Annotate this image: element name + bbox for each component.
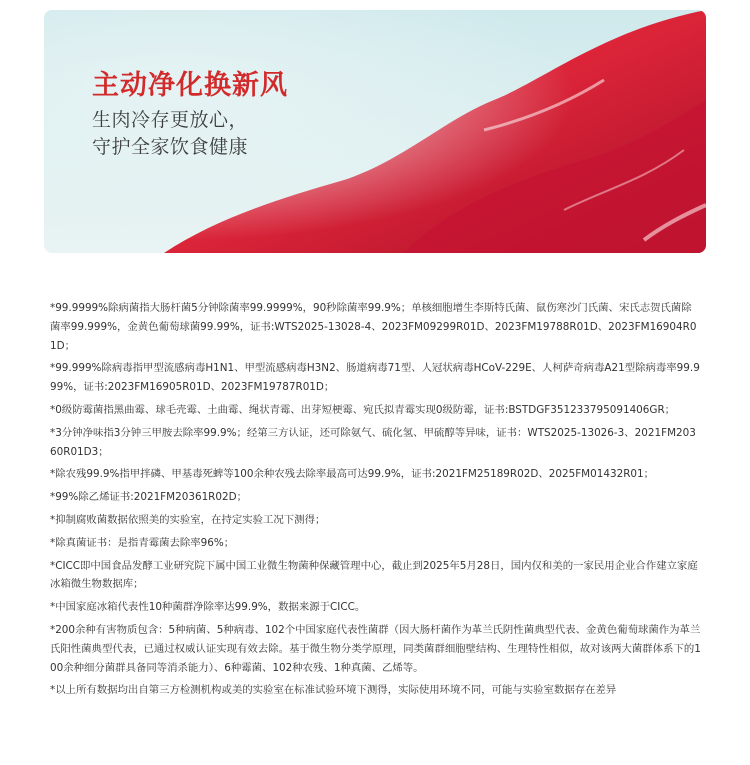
footnote-item: *CICC即中国食品发酵工业研究院下属中国工业微生物菌种保藏管理中心，截止到2025年5月28日，国内仅和美的一家民用企业合作建立家庭冰箱微生物数据库；	[50, 559, 698, 591]
footnote-item: *以上所有数据均出自第三方检测机构或美的实验室在标准试验环境下测得，实际使用环境不同，可能与实验室数据存在差异	[50, 684, 617, 697]
banner-subtitle	[92, 107, 248, 161]
footnote-item: *除农残99.9%指甲拌磷、甲基毒死蜱等100余种农残去除率最高可达99.9%，证书:2021FM25189R02D、2025FM01432R01；	[50, 468, 655, 481]
footnote-item: *99%除乙烯证书:2021FM20361R02D；	[50, 491, 248, 504]
banner-title: 主动净化换新风	[92, 70, 288, 101]
footnote-item: *99.999%除病毒指甲型流感病毒H1N1、甲型流感病毒H3N2、肠道病毒71型、人冠状病毒HCoV-229E、人柯萨奇病毒A21型除病毒率99.999%，证书:2023FM16905R01D、2023FM19787R01D；	[50, 362, 700, 394]
footnote-item: *0级防霉菌指黑曲霉、球毛壳霉、土曲霉、绳状青霉、出芽短梗霉、宛氏拟青霉实现0级防霉，证书:BSTDGF351233795091406GR；	[50, 403, 676, 416]
footnote-item: *99.9999%除病菌指大肠杆菌5分钟除菌率99.9999%，90秒除菌率99.9%；单核细胞增生李斯特氏菌、鼠伤寒沙门氏菌、宋氏志贺氏菌除菌率99.999%，金黄色葡萄球菌99.99%，证书:WTS2025-13028-4、2023FM09299R01D、2023FM19788R01D、2023FM16904R01D；	[50, 302, 697, 352]
banner-subtitle-line: 守护全家饮食健康	[92, 136, 249, 158]
banner-subtitle-line: 生肉冷存更放心，	[92, 109, 249, 131]
footnote-item: *除真菌证书：是指青霉菌去除率96%；	[50, 536, 235, 549]
footnote-item: *200余种有害物质包含：5种病菌、5种病毒、102个中国家庭代表性菌群（因大肠杆菌作为革兰氏阴性菌典型代表、金黄色葡萄球菌作为革兰氏阳性菌典型代表，已通过权威认证实现有效去除。基于微生物分类学原理，同类菌群细胞壁结构、生理特性相似，故对该两大菌群体系下的100余种细分菌群具备同等消杀能力）、6种霉菌、102种农残、1种真菌、乙烯等。	[50, 623, 701, 674]
footnotes	[50, 299, 702, 704]
footnote-item: *中国家庭冰箱代表性10种菌群净除率达99.9%，数据来源于CICC。	[50, 601, 366, 614]
footnote-item: *3分钟净味指3分钟三甲胺去除率99.9%；经第三方认证，还可除氨气、硫化氢、甲硫醇等异味，证书：WTS2025-13026-3、2021FM20360R01D3；	[50, 426, 696, 458]
footnote-item: *抑制腐败菌数据依照美的实验室，在持定实验工况下测得；	[50, 513, 326, 526]
hero-banner	[44, 10, 706, 253]
